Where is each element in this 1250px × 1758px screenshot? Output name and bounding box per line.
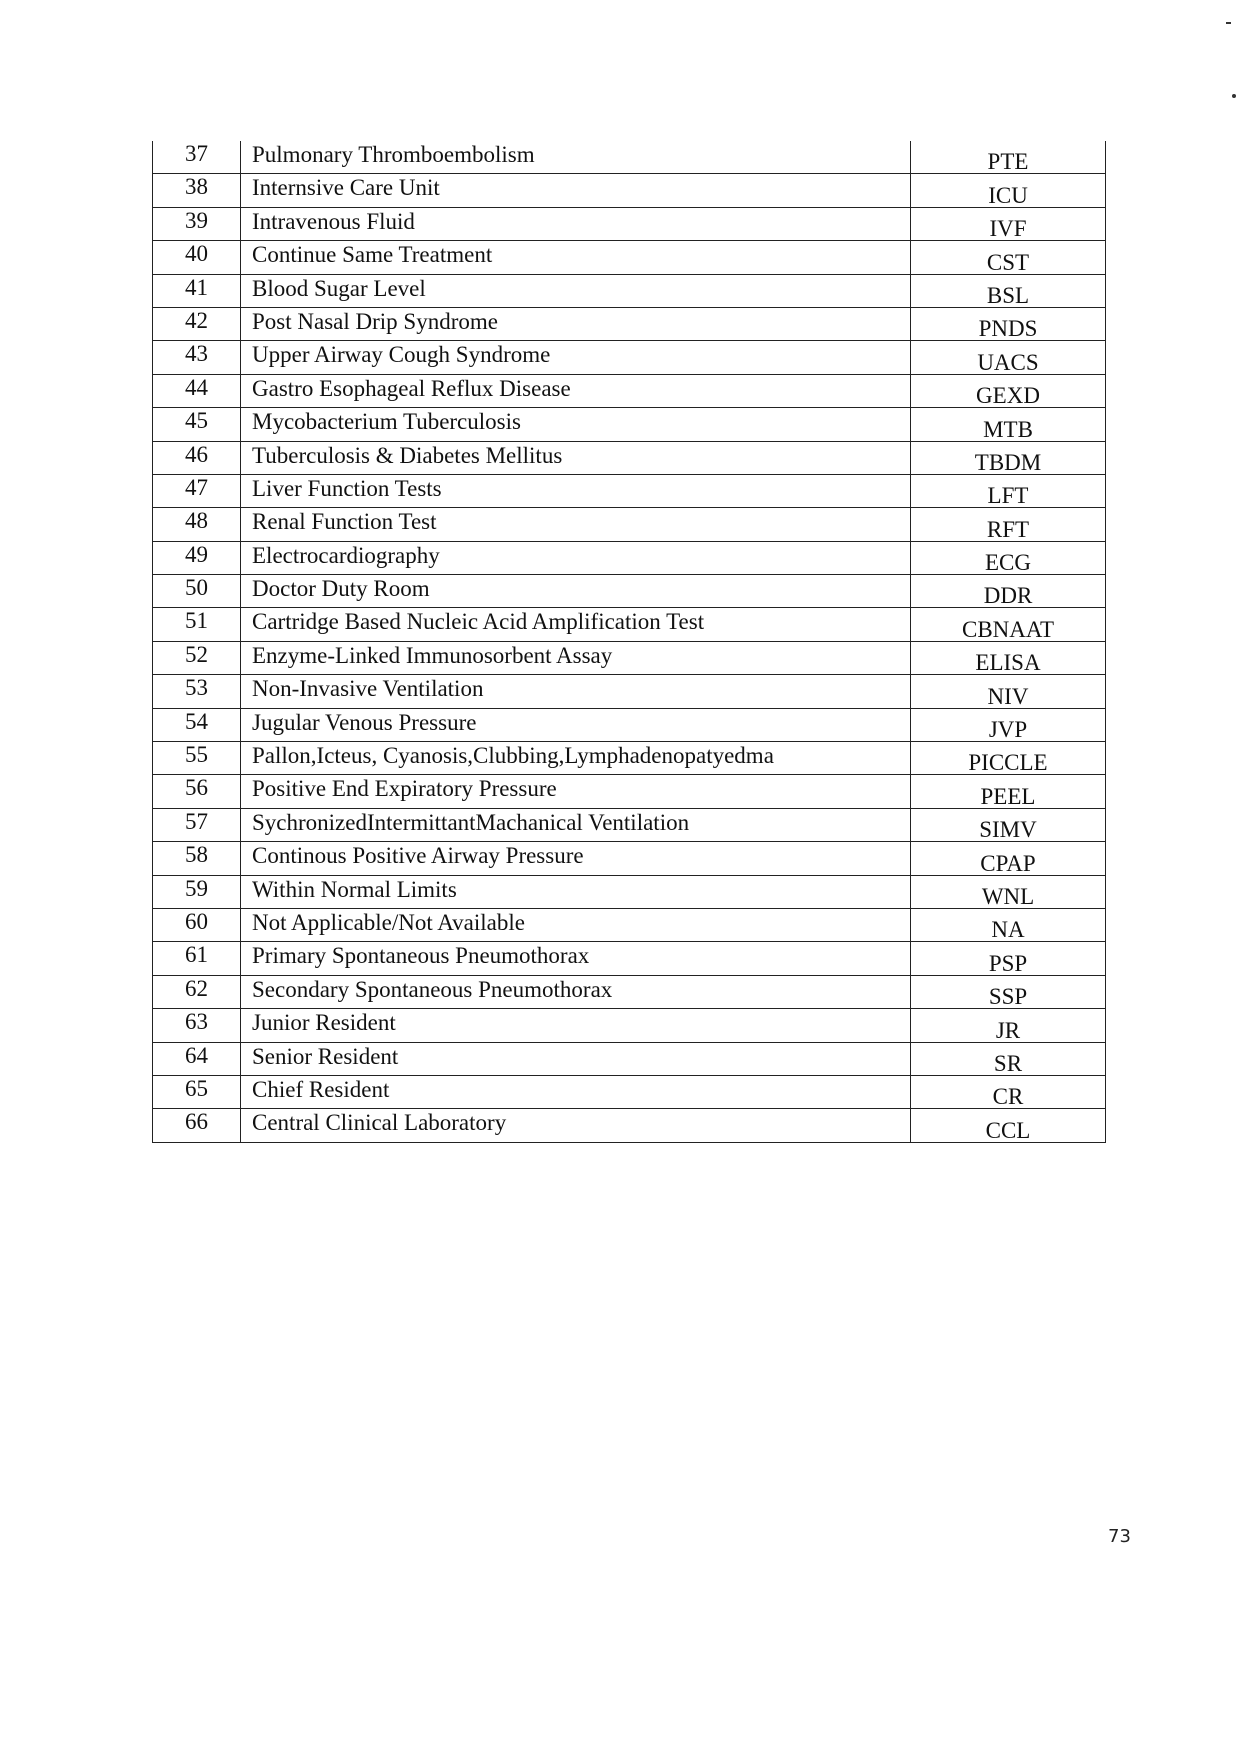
full-term: Liver Function Tests [241,474,911,507]
full-term: Post Nasal Drip Syndrome [241,307,911,340]
full-term: Positive End Expiratory Pressure [241,775,911,808]
row-number: 59 [153,875,241,908]
row-number: 63 [153,1009,241,1042]
table-row [153,575,1106,608]
full-term: Continue Same Treatment [241,241,911,274]
row-number: 40 [153,241,241,274]
abbreviation: CPAP [911,842,1106,875]
table-row [153,1042,1106,1075]
full-term: Electrocardiography [241,541,911,574]
abbreviation: IVF [911,207,1106,240]
abbreviation: MTB [911,408,1106,441]
row-number: 50 [153,575,241,608]
abbreviation: CCL [911,1109,1106,1142]
table-row [153,441,1106,474]
abbreviation: PICCLE [911,742,1106,775]
abbreviation: RFT [911,508,1106,541]
abbreviation: TBDM [911,441,1106,474]
abbreviation: WNL [911,875,1106,908]
row-number: 46 [153,441,241,474]
row-number: 51 [153,608,241,641]
table-row [153,1009,1106,1042]
row-number: 61 [153,942,241,975]
table-row [153,207,1106,240]
full-term: Pulmonary Thromboembolism [241,141,911,174]
abbreviation: ECG [911,541,1106,574]
abbreviation: JR [911,1009,1106,1042]
row-number: 60 [153,908,241,941]
abbreviation: NIV [911,675,1106,708]
table-row [153,708,1106,741]
full-term: Mycobacterium Tuberculosis [241,408,911,441]
page-number: 73 [1108,1526,1131,1547]
full-term: Secondary Spontaneous Pneumothorax [241,975,911,1008]
table-row [153,942,1106,975]
row-number: 44 [153,374,241,407]
table-row [153,474,1106,507]
row-number: 65 [153,1075,241,1108]
table-row [153,908,1106,941]
abbreviation: UACS [911,341,1106,374]
row-number: 41 [153,274,241,307]
table-row [153,742,1106,775]
table-row [153,808,1106,841]
table-row [153,241,1106,274]
table-row [153,374,1106,407]
abbreviations-table [152,141,1106,1143]
full-term: Doctor Duty Room [241,575,911,608]
table-row [153,1109,1106,1142]
full-term: Primary Spontaneous Pneumothorax [241,942,911,975]
table-row [153,775,1106,808]
abbreviation: NA [911,908,1106,941]
row-number: 45 [153,408,241,441]
abbreviation: BSL [911,274,1106,307]
row-number: 66 [153,1109,241,1142]
row-number: 55 [153,742,241,775]
table-row [153,508,1106,541]
table-row [153,842,1106,875]
full-term: SychronizedIntermittantMachanical Ventilation [241,808,911,841]
full-term: Senior Resident [241,1042,911,1075]
full-term: Tuberculosis & Diabetes Mellitus [241,441,911,474]
abbreviation: SR [911,1042,1106,1075]
abbreviation: ELISA [911,641,1106,674]
abbreviation: JVP [911,708,1106,741]
row-number: 39 [153,207,241,240]
abbreviation: GEXD [911,374,1106,407]
row-number: 47 [153,474,241,507]
table-row [153,408,1106,441]
abbreviation: PTE [911,141,1106,174]
full-term: Renal Function Test [241,508,911,541]
abbreviation: SIMV [911,808,1106,841]
table-row [153,141,1106,174]
row-number: 54 [153,708,241,741]
full-term: Blood Sugar Level [241,274,911,307]
full-term: Cartridge Based Nucleic Acid Amplification Test [241,608,911,641]
table-row [153,307,1106,340]
full-term: Junior Resident [241,1009,911,1042]
full-term: Internsive Care Unit [241,174,911,207]
full-term: Intravenous Fluid [241,207,911,240]
abbreviation: CR [911,1075,1106,1108]
row-number: 56 [153,775,241,808]
full-term: Enzyme-Linked Immunosorbent Assay [241,641,911,674]
row-number: 37 [153,141,241,174]
row-number: 64 [153,1042,241,1075]
full-term: Non-Invasive Ventilation [241,675,911,708]
full-term: Jugular Venous Pressure [241,708,911,741]
abbreviations-table-body [153,141,1106,1142]
abbreviation: PSP [911,942,1106,975]
row-number: 52 [153,641,241,674]
table-row [153,174,1106,207]
row-number: 62 [153,975,241,1008]
full-term: Within Normal Limits [241,875,911,908]
abbreviation: ICU [911,174,1106,207]
table-row [153,341,1106,374]
scan-artifact [1226,22,1231,24]
table-row [153,608,1106,641]
row-number: 49 [153,541,241,574]
full-term: Continous Positive Airway Pressure [241,842,911,875]
abbreviation: CBNAAT [911,608,1106,641]
full-term: Not Applicable/Not Available [241,908,911,941]
table-row [153,641,1106,674]
table-row [153,975,1106,1008]
abbreviation: DDR [911,575,1106,608]
full-term: Chief Resident [241,1075,911,1108]
row-number: 53 [153,675,241,708]
row-number: 43 [153,341,241,374]
full-term: Central Clinical Laboratory [241,1109,911,1142]
scan-artifact [1232,94,1236,98]
abbreviation: PEEL [911,775,1106,808]
row-number: 48 [153,508,241,541]
row-number: 58 [153,842,241,875]
abbreviation: CST [911,241,1106,274]
table-row [153,274,1106,307]
table-row [153,875,1106,908]
row-number: 38 [153,174,241,207]
abbreviation: SSP [911,975,1106,1008]
table-row [153,675,1106,708]
row-number: 42 [153,307,241,340]
full-term: Gastro Esophageal Reflux Disease [241,374,911,407]
table-row [153,541,1106,574]
abbreviation: PNDS [911,307,1106,340]
table-row [153,1075,1106,1108]
full-term: Pallon,Icteus, Cyanosis,Clubbing,Lymphadenopatyedma [241,742,911,775]
abbreviation: LFT [911,474,1106,507]
full-term: Upper Airway Cough Syndrome [241,341,911,374]
row-number: 57 [153,808,241,841]
